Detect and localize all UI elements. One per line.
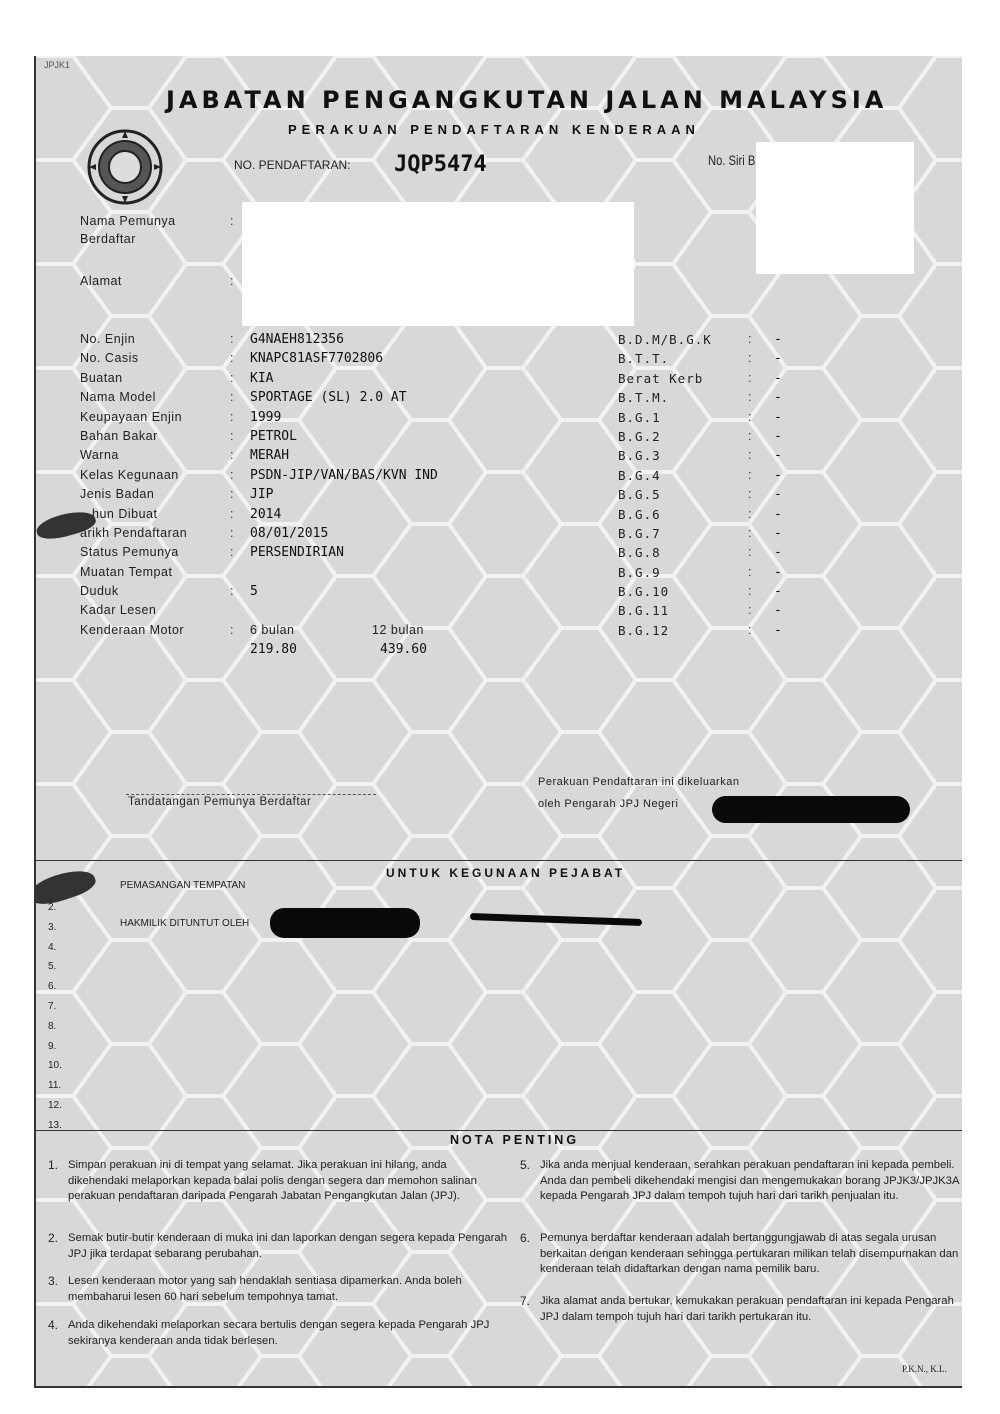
field-row <box>80 507 500 526</box>
colon: : <box>748 370 752 385</box>
note-number: 1. <box>48 1158 59 1172</box>
weight-row <box>618 584 818 603</box>
colon: : <box>748 390 752 405</box>
colon: : <box>230 584 234 599</box>
field-label: No. Casis <box>80 351 139 366</box>
field-label: Duduk <box>80 584 119 599</box>
vehicle-details <box>80 332 500 662</box>
field-row <box>80 603 500 622</box>
weight-row <box>618 526 818 545</box>
field-row <box>80 429 500 448</box>
claimant-redaction <box>270 908 420 938</box>
field-value: PETROL <box>250 428 297 444</box>
owner-colon: : <box>230 214 234 228</box>
registration-certificate <box>34 56 962 1388</box>
weight-row <box>618 565 818 584</box>
notes-title: NOTA PENTING <box>450 1133 580 1147</box>
state-redaction <box>712 796 910 823</box>
ownership-claim-label: HAKMILIK DITUNTUT OLEH <box>120 918 250 929</box>
colon: : <box>230 370 234 385</box>
weight-value: - <box>774 351 782 367</box>
agency-title: JABATAN PENGANGKUTAN JALAN MALAYSIA <box>166 86 888 114</box>
colon: : <box>748 351 752 366</box>
colon: : <box>230 622 234 637</box>
field-label: Warna <box>80 448 119 463</box>
weight-label: B.G.3 <box>618 448 661 464</box>
line-number: 6. <box>48 981 57 993</box>
line-number: 11. <box>48 1080 62 1092</box>
note-item <box>48 1158 498 1220</box>
field-value: MERAH <box>250 448 290 464</box>
colon: : <box>748 603 752 618</box>
line-number: 7. <box>48 1000 57 1012</box>
reg-no-label: NO. PENDAFTARAN: <box>234 158 351 172</box>
weight-value: - <box>774 525 782 541</box>
field-label: Kenderaan Motor <box>80 622 185 637</box>
field-row <box>80 371 500 390</box>
weight-label: B.G.11 <box>618 603 670 619</box>
weight-value: - <box>774 390 782 406</box>
owner-redaction <box>242 202 634 326</box>
colon: : <box>230 409 234 424</box>
colon: : <box>230 390 234 405</box>
field-row <box>80 468 500 487</box>
weight-row <box>618 410 818 429</box>
field-value: 2014 <box>250 506 282 522</box>
colon: : <box>230 487 234 502</box>
weight-value: - <box>774 428 782 444</box>
colon: : <box>748 622 752 637</box>
note-number: 7. <box>520 1294 531 1308</box>
amount-12-value: 439.60 <box>380 642 427 658</box>
colon: : <box>230 332 234 346</box>
weight-row <box>618 545 818 564</box>
field-value: G4NAEH812356 <box>250 332 344 347</box>
note-text: Jika alamat anda bertukar, kemukakan perakuan pendaftaran ini kepada Pengarah JPJ dalam tempoh tujuh hari dari tarikh pertukaran itu. <box>540 1295 954 1323</box>
field-value: KNAPC81ASF7702806 <box>250 351 384 367</box>
weight-value: - <box>774 584 782 600</box>
colon: : <box>230 545 234 560</box>
field-value: PERSENDIRIAN <box>250 545 344 561</box>
amount-6-value: 219.80 <box>250 642 297 658</box>
colon: : <box>230 448 234 463</box>
license-amount-row <box>80 642 500 661</box>
field-label: Status Pemunya <box>80 545 179 560</box>
line-number: 8. <box>48 1020 57 1032</box>
field-row <box>80 410 500 429</box>
field-row <box>80 545 500 564</box>
colon: : <box>748 545 752 560</box>
colon: : <box>230 428 234 443</box>
note-number: 6. <box>520 1231 531 1245</box>
office-divider <box>36 860 962 861</box>
reg-no-value: JQP5474 <box>394 152 487 177</box>
note-item <box>48 1318 498 1350</box>
weight-value: - <box>774 622 782 638</box>
weight-label: B.D.M/B.G.K <box>618 332 712 347</box>
weight-label: B.T.M. <box>618 390 670 406</box>
field-row <box>80 565 500 584</box>
field-label: Muatan Tempat <box>80 564 173 579</box>
field-label: Bahan Bakar <box>80 428 158 443</box>
note-text: Lesen kenderaan motor yang sah hendaklah sentiasa dipamerkan. Anda boleh membaharui lesen 60 hari sebelum tempohnya tamat. <box>68 1275 462 1303</box>
weight-value: - <box>774 545 782 561</box>
weight-label: B.G.5 <box>618 487 661 503</box>
line-number: 10. <box>48 1060 62 1072</box>
weight-label: B.G.4 <box>618 467 661 483</box>
note-item <box>520 1231 960 1279</box>
weight-row <box>618 371 818 390</box>
colon: : <box>748 428 752 443</box>
note-text: Jika anda menjual kenderaan, serahkan perakuan pendaftaran ini kepada pembeli. Anda dan pembeli dikehendaki mengisi dan mengemukakan borang JPJK3/JPJK3A kepada Pengarah JPJ dalam tempoh tujuh hari dari tarikh penjualan itu. <box>540 1159 959 1202</box>
field-value: PSDN-JIP/VAN/BAS/KVN IND <box>250 467 438 483</box>
line-number: 3. <box>48 921 57 933</box>
note-item <box>520 1158 960 1220</box>
address-label: Alamat <box>80 274 122 288</box>
colon: : <box>748 448 752 463</box>
colon: : <box>748 525 752 540</box>
weight-label: B.G.1 <box>618 409 661 425</box>
field-label: Buatan <box>80 370 123 385</box>
office-line-numbers <box>48 902 88 1140</box>
weight-details <box>618 332 818 642</box>
weight-row <box>618 390 818 409</box>
colon: : <box>748 467 752 482</box>
weight-row <box>618 468 818 487</box>
weight-value: - <box>774 487 782 503</box>
owner-name-label-1: Nama Pemunya <box>80 214 176 228</box>
owner-name-label-2: Berdaftar <box>80 232 136 246</box>
weight-label: Berat Kerb <box>618 370 704 386</box>
weight-row <box>618 332 818 351</box>
serial-no-label: No. Siri B <box>708 152 756 168</box>
weight-row <box>618 487 818 506</box>
line-number: 13. <box>48 1119 62 1131</box>
field-row <box>80 526 500 545</box>
document-subtitle: PERAKUAN PENDAFTARAN KENDERAAN <box>288 122 700 137</box>
field-value: 08/01/2015 <box>250 525 329 541</box>
colon: : <box>748 506 752 521</box>
weight-row <box>618 603 818 622</box>
field-row <box>80 487 500 506</box>
weight-value: - <box>774 409 782 425</box>
colon: : <box>748 409 752 424</box>
serial-redaction <box>756 142 914 274</box>
line-number: 9. <box>48 1040 57 1052</box>
issued-line-1: Perakuan Pendaftaran ini dikeluarkan <box>538 776 740 788</box>
note-text: Semak butir-butir kenderaan di muka ini dan laporkan dengan segera kepada Pengarah JPJ jika terdapat sebarang perubahan. <box>68 1232 507 1260</box>
note-number: 2. <box>48 1231 59 1245</box>
note-number: 4. <box>48 1318 59 1332</box>
note-number: 3. <box>48 1274 59 1288</box>
weight-value: - <box>774 332 782 347</box>
weight-row <box>618 623 818 642</box>
colon: : <box>748 564 752 579</box>
weight-value: - <box>774 564 782 580</box>
weight-label: B.G.7 <box>618 525 661 541</box>
field-label: Kadar Lesen <box>80 603 157 618</box>
weight-label: B.G.6 <box>618 506 661 522</box>
weight-value: - <box>774 448 782 464</box>
weight-value: - <box>774 467 782 483</box>
weight-value: - <box>774 603 782 619</box>
form-code: JPJK1 <box>44 60 71 70</box>
field-row <box>80 390 500 409</box>
colon: : <box>748 332 752 346</box>
period-6-label: 6 bulan <box>250 622 295 637</box>
field-label: Kelas Kegunaan <box>80 467 179 482</box>
signature-line <box>126 794 376 795</box>
field-row <box>80 351 500 370</box>
field-label: Nama Model <box>80 390 156 405</box>
weight-row <box>618 448 818 467</box>
field-label: Jenis Badan <box>80 487 155 502</box>
colon: : <box>748 584 752 599</box>
field-label: hun Dibuat <box>92 506 158 521</box>
field-row <box>80 448 500 467</box>
line-number: 12. <box>48 1099 62 1111</box>
colon: : <box>230 467 234 482</box>
jpj-emblem-icon <box>86 128 164 206</box>
weight-label: B.G.12 <box>618 622 670 638</box>
weight-label: B.G.2 <box>618 428 661 444</box>
line-number: 2. <box>48 902 57 913</box>
field-label: arikh Pendaftaran <box>80 525 188 540</box>
weight-row <box>618 429 818 448</box>
line-number: 4. <box>48 941 57 953</box>
issued-line-2: oleh Pengarah JPJ Negeri <box>538 798 679 810</box>
line-number: 5. <box>48 961 57 973</box>
note-item <box>48 1274 498 1306</box>
field-value: 5 <box>250 584 258 600</box>
weight-label: B.G.8 <box>618 545 661 561</box>
field-value: SPORTAGE (SL) 2.0 AT <box>250 390 407 406</box>
field-label: Keupayaan Enjin <box>80 409 183 424</box>
colon: : <box>230 525 234 540</box>
field-row <box>80 584 500 603</box>
notes-divider <box>36 1130 962 1131</box>
address-colon: : <box>230 274 234 288</box>
note-item <box>48 1231 507 1263</box>
field-label: No. Enjin <box>80 332 136 346</box>
field-value: JIP <box>250 487 274 503</box>
colon: : <box>230 506 234 521</box>
field-value: KIA <box>250 370 274 386</box>
weight-value: - <box>774 370 782 386</box>
weight-label: B.T.T. <box>618 351 670 367</box>
field-row <box>80 332 500 351</box>
note-text: Anda dikehendaki melaporkan secara bertulis dengan segera kepada Pengarah JPJ sekiranya kenderaan anda tidak berlesen. <box>68 1319 490 1347</box>
colon: : <box>230 351 234 366</box>
weight-label: B.G.9 <box>618 564 661 580</box>
printer-code: P.K.N., K.L. <box>902 1364 947 1374</box>
field-value: 1999 <box>250 409 282 425</box>
weight-row <box>618 351 818 370</box>
owner-signature-label: Tandatangan Pemunya Berdaftar <box>128 796 312 808</box>
office-use-title: UNTUK KEGUNAAN PEJABAT <box>386 866 626 880</box>
field-row <box>80 623 500 642</box>
weight-value: - <box>774 506 782 522</box>
note-item <box>520 1294 960 1326</box>
note-text: Simpan perakuan ini di tempat yang selamat. Jika perakuan ini hilang, anda dikehendaki melaporkan kepada balai polis dengan segera dan memohon salinan perakuan pendaftaran daripada Pengarah Jabatan Pengangkutan Jalan (JPJ). <box>68 1159 477 1202</box>
note-text: Pemunya berdaftar kenderaan adalah bertanggungjawab di atas segala urusan berkaitan dengan kenderaan sehingga pertukaran milikan telah disempurnakan dan kenderaan telah didaftarkan dengan nama pemilik baru. <box>540 1232 959 1275</box>
period-12-label: 12 bulan <box>372 622 424 637</box>
installation-label: PEMASANGAN TEMPATAN <box>120 880 246 891</box>
weight-row <box>618 507 818 526</box>
weight-label: B.G.10 <box>618 584 670 600</box>
colon: : <box>748 487 752 502</box>
note-number: 5. <box>520 1158 531 1172</box>
